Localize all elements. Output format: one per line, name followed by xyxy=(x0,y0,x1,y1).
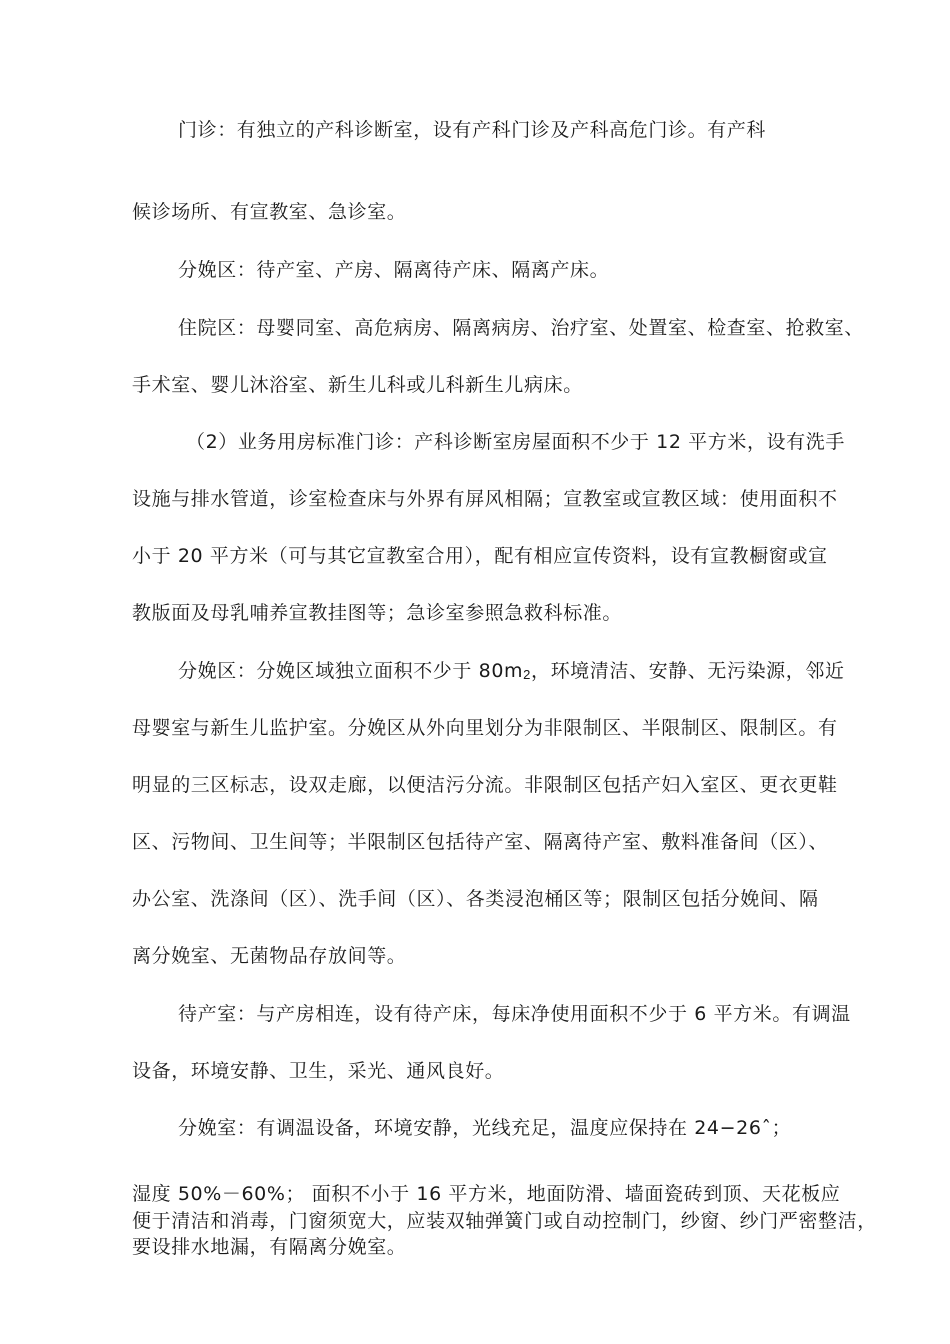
text-line-content: 教版面及母乳哺养宣教挂图等；急诊室参照急救科标准。 xyxy=(132,602,623,624)
text-line xyxy=(132,601,622,625)
text-line-continuation: ，环境清洁、安静、无污染源，邻近 xyxy=(530,660,845,682)
text-line xyxy=(132,716,838,740)
text-line-content: 母婴室与新生儿监护室。分娩区从外向里划分为非限制区、半限制区、限制区。有 xyxy=(132,717,838,739)
text-line xyxy=(132,200,406,224)
text-line xyxy=(132,1209,877,1233)
text-line-content: 区、污物间、卫生间等；半限制区包括待产室、隔离待产室、敷料准备间（区）、 xyxy=(132,831,829,853)
text-line-content: 要设排水地漏，有隔离分娩室。 xyxy=(132,1236,407,1258)
text-line-content: 湿度 50%－60%； 面积不小于 16 平方米，地面防滑、墙面瓷砖到顶、天花板应 xyxy=(132,1183,841,1205)
text-line-content: 小于 20 平方米（可与其它宣教室合用），配有相应宣传资料，设有宣教橱窗或宣 xyxy=(132,545,828,567)
text-line-content: 住院区：母婴同室、高危病房、隔离病房、治疗室、处置室、检查室、抢救室、 xyxy=(178,317,865,339)
text-line-content: 候诊场所、有宣教室、急诊室。 xyxy=(132,201,407,223)
text-line xyxy=(132,830,828,854)
text-line xyxy=(132,1182,840,1206)
text-line-content: 分娩室：有调温设备，环境安静，光线充足，温度应保持在 24−26ˆ； xyxy=(178,1117,792,1139)
text-line xyxy=(132,1235,406,1259)
text-line-content: 分娩区：分娩区域独立面积不少于 80m xyxy=(178,660,524,682)
text-line xyxy=(178,1002,851,1026)
subscript: 2 xyxy=(523,667,531,682)
text-line-content: 便于清洁和消毒，门窗须宽大，应装双轴弹簧门或自动控制门，纱窗、纱门严密整洁， xyxy=(132,1210,877,1232)
text-line xyxy=(132,773,838,797)
text-line-content: 分娩区：待产室、产房、隔离待产床、隔离产床。 xyxy=(178,259,610,281)
text-line-content: 待产室：与产房相连，设有待产床，每床净使用面积不少于 6 平方米。有调温 xyxy=(178,1003,851,1025)
text-line xyxy=(132,1059,504,1083)
text-line xyxy=(132,487,838,511)
text-line xyxy=(178,659,845,687)
text-line xyxy=(178,1116,791,1140)
text-line-content: （2）业务用房标准门诊：产科诊断室房屋面积不少于 12 平方米，设有洗手 xyxy=(186,431,845,453)
text-line xyxy=(178,118,766,142)
text-line xyxy=(132,544,828,568)
text-line xyxy=(178,316,864,340)
text-line xyxy=(132,944,406,968)
text-line xyxy=(178,258,609,282)
text-line xyxy=(132,887,819,911)
text-line-content: 办公室、洗涤间（区）、洗手间（区）、各类浸泡桶区等；限制区包括分娩间、隔 xyxy=(132,888,819,910)
text-line-content: 设施与排水管道，诊室检查床与外界有屏风相隔；宣教室或宣教区域：使用面积不 xyxy=(132,488,838,510)
text-line-content: 门诊：有独立的产科诊断室，设有产科门诊及产科高危门诊。有产科 xyxy=(178,119,767,141)
text-line-content: 离分娩室、无菌物品存放间等。 xyxy=(132,945,407,967)
text-line-content: 明显的三区标志，设双走廊，以便洁污分流。非限制区包括产妇入室区、更衣更鞋 xyxy=(132,774,838,796)
text-line-content: 设备，环境安静、卫生，采光、通风良好。 xyxy=(132,1060,505,1082)
text-line-content: 手术室、婴儿沐浴室、新生儿科或儿科新生儿病床。 xyxy=(132,374,583,396)
text-line xyxy=(132,373,583,397)
text-line xyxy=(186,430,845,454)
